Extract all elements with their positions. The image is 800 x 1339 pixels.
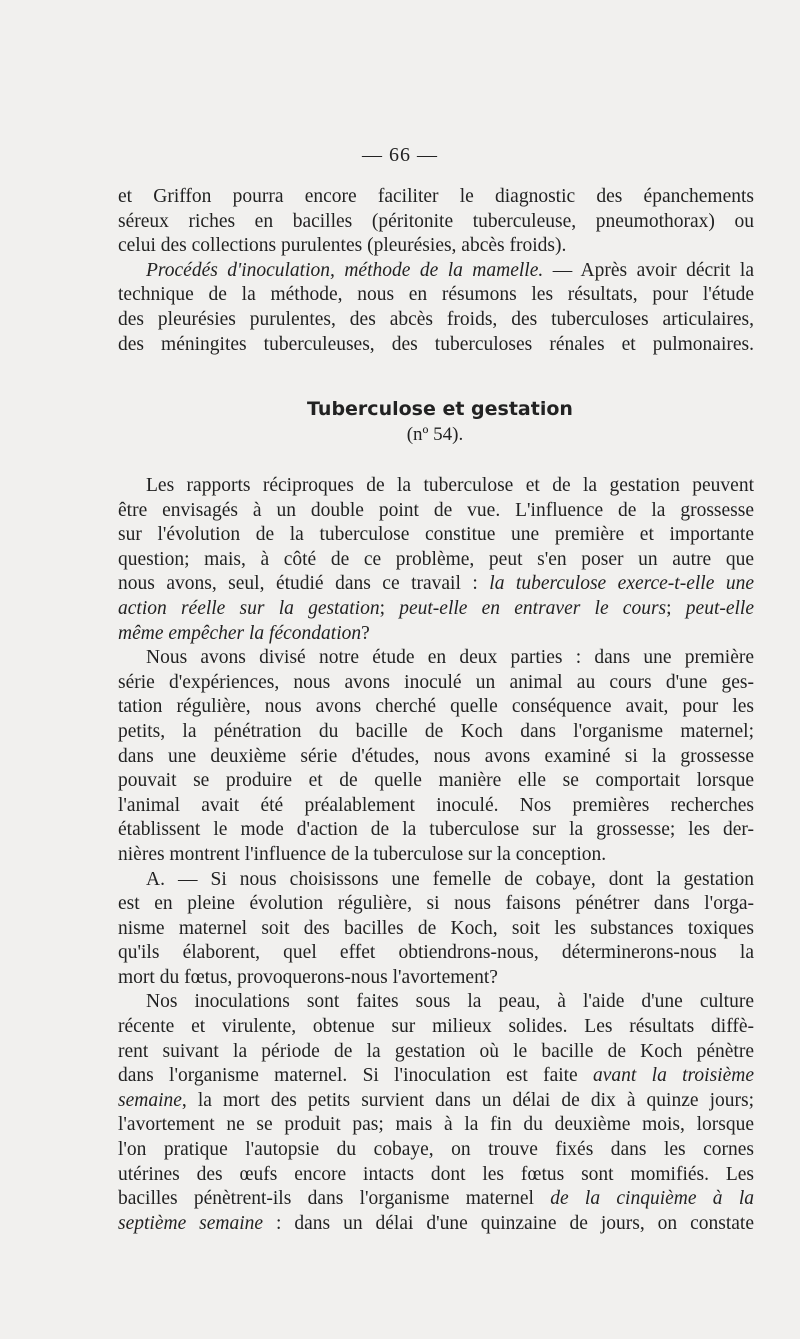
text-line [118,1212,754,1237]
text-line: rent suivant la période de la gestation où le bacille de Koch pénètre [118,1040,754,1062]
text-line [118,1089,754,1114]
text-fragment: dans l'organisme maternel. Si l'inoculation est faite [118,1065,594,1087]
text-line: tation régulière, nous avons cherché quelle conséquence avait, pour les [118,696,754,718]
text-line [118,622,754,647]
text-line: l'animal avait été préalablement inoculé. Nos premières recherches [118,794,754,816]
text-fragment: peut-elle [685,597,755,619]
text-line: technique de la méthode, nous en résumons les résultats, pour l'étude [118,284,754,306]
text-line: série d'expériences, nous avons inoculé un animal au cours d'une ges- [118,671,754,693]
text-line: Les rapports réciproques de la tuberculose et de la gestation peuvent [146,475,754,496]
text-line: sur l'évolution de la tuberculose constitue une première et importante [118,524,754,546]
page-number: — 66 — [362,144,438,166]
text-line: Nos inoculations sont faites sous la peau, à l'aide d'une culture [146,991,754,1013]
text-line: est en pleine évolution régulière, si nous faisons pénétrer dans l'orga- [118,893,754,915]
text-line: l'avortement ne se produit pas; mais à la fin du deuxième mois, lorsque [118,1114,754,1136]
text-fragment: : dans un délai d'une quinzaine de jours, on constate [263,1212,754,1234]
text-line: être envisagés à un double point de vue. L'influence de la grossesse [118,499,754,521]
text-fragment: la tuberculose exerce-t-elle une [489,573,754,595]
text-fragment: septième semaine [118,1212,264,1234]
text-line: petits, la pénétration du bacille de Koch dans l'organisme maternel; [118,720,754,742]
text-fragment: — Après avoir décrit la [543,259,754,281]
paragraph-3 [118,474,754,1236]
text-fragment: avant la troisième [593,1065,754,1087]
text-fragment: , la mort des petits survient dans un délai de dix à quinze jours; [181,1089,754,1111]
text-line: mort du fœtus, provoquerons-nous l'avortement? [118,966,498,988]
text-line: des pleurésies purulentes, des abcès froids, des tuberculoses articulaires, [118,308,754,330]
text-fragment: bacilles pénètrent-ils dans l'organisme maternel [118,1188,551,1210]
text-fragment: ; [666,597,686,619]
text-line: récente et virulente, obtenue sur milieux solides. Les résultats diffè- [118,1016,754,1038]
text-line: séreux riches en bacilles (péritonite tuberculeuse, pneumothorax) ou [118,210,754,232]
procedes-title: Procédés d'inoculation, méthode de la mamelle. [146,259,544,281]
text-line: et Griffon pourra encore faciliter le diagnostic des épanchements [118,186,754,207]
text-fragment: même empêcher la fécondation [118,622,362,644]
section-reference: (nº 54). [406,424,464,445]
text-line: dans une deuxième série d'études, nous avons examiné si la grossesse [118,745,754,767]
text-line: celui des collections purulentes (pleurésies, abcès froids). [118,235,567,257]
text-line [118,597,754,622]
text-line [118,572,754,597]
text-line: question; mais, à côté de ce problème, peut s'en poser un autre que [118,548,754,570]
text-fragment: peut-elle en entraver le cours [399,597,667,619]
text-fragment: ; [379,597,400,619]
paragraph-1 [118,185,754,357]
section-heading: Tuberculose et gestation [307,398,573,420]
text-line: Nous avons divisé notre étude en deux parties : dans une première [146,647,754,669]
text-fragment: de la cinquième à la [550,1188,755,1210]
text-line: l'on pratique l'autopsie du cobaye, on trouve fixés dans les cornes [118,1139,754,1161]
text-line: A. — Si nous choisissons une femelle de cobaye, dont la gestation [146,868,754,890]
text-fragment: ? [361,622,370,644]
text-line: des méningites tuberculeuses, des tuberculoses rénales et pulmonaires. [118,333,754,355]
text-line: qu'ils élaborent, quel effet obtiendrons-nous, déterminerons-nous la [118,942,754,964]
text-line: nières montrent l'influence de la tuberculose sur la conception. [118,843,607,865]
text-fragment: nous avons, seul, étudié dans ce travail : [118,573,490,595]
text-line: établissent le mode d'action de la tuberculose sur la grossesse; les der- [118,819,754,841]
text-line: nisme maternel soit des bacilles de Koch, soit les substances toxiques [118,917,754,939]
text-line: pouvait se produire et de quelle manière elle se comportait lorsque [118,770,754,792]
text-line: utérines des œufs encore intacts dont les fœtus sont momifiés. Les [118,1163,754,1185]
text-line [118,1187,754,1212]
text-fragment: action réelle sur la gestation [118,597,380,619]
text-line [118,1064,754,1089]
text-line [118,259,754,284]
text-fragment: semaine [118,1089,182,1111]
